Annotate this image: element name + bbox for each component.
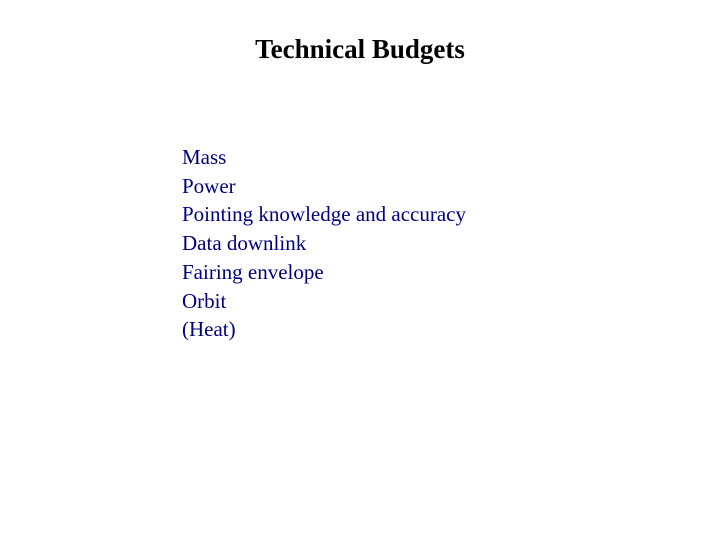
- list-item-pointing: Pointing knowledge and accuracy: [182, 202, 466, 227]
- list-item-fairing-envelope: Fairing envelope: [182, 259, 324, 284]
- budget-list: [182, 143, 466, 344]
- list-item-orbit: Orbit: [182, 288, 227, 313]
- list-item-power: Power: [182, 173, 236, 198]
- list-item-data-downlink: Data downlink: [182, 231, 307, 256]
- list-item-mass: Mass: [182, 145, 227, 169]
- list-item-heat: (Heat): [182, 317, 236, 342]
- slide-title: Technical Budgets: [255, 34, 465, 64]
